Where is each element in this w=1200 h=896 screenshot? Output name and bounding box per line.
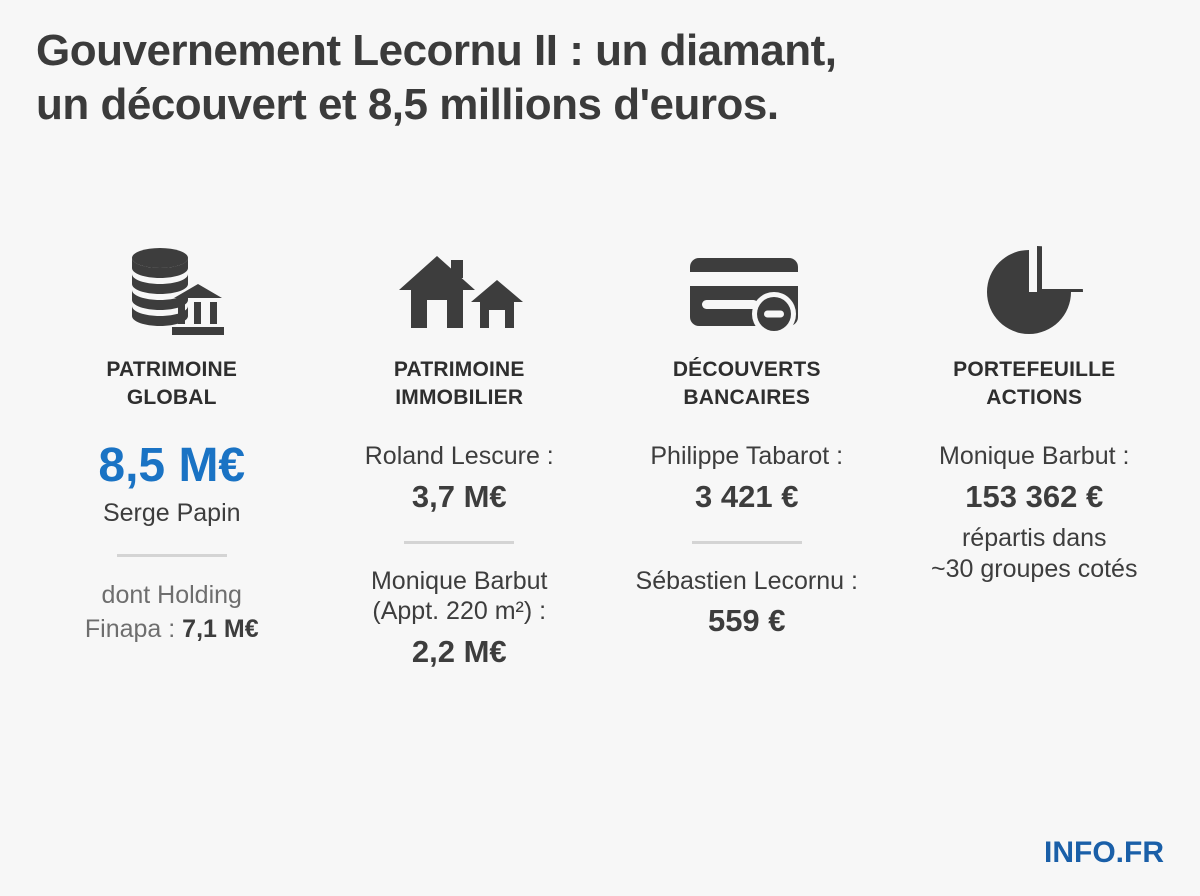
holding-value: 7,1 M€ xyxy=(182,615,259,644)
site-logo: INFO.FR xyxy=(1044,836,1164,869)
immo-entry-2-value: 2,2 M€ xyxy=(411,633,507,669)
decouvert-entry-1-value: 3 421 € xyxy=(695,478,799,514)
decouvert-entry-2 xyxy=(609,566,885,639)
column-title xyxy=(106,356,237,411)
pie-chart-icon xyxy=(979,238,1089,350)
decouvert-entry-1 xyxy=(609,441,885,514)
column-title xyxy=(673,356,821,411)
column-patrimoine-immobilier xyxy=(316,238,604,669)
immo-entry-1-value: 3,7 M€ xyxy=(411,478,507,514)
headline-line-2: un découvert et 8,5 millions d'euros. xyxy=(36,79,779,129)
divider xyxy=(692,541,802,544)
column-body xyxy=(322,441,598,669)
immo-entry-2-label-line-1: Monique Barbut xyxy=(370,566,548,595)
actions-note-line-1: répartis dans xyxy=(961,523,1107,552)
column-title-line-1: DÉCOUVERTS xyxy=(672,358,821,381)
column-title-line-2: ACTIONS xyxy=(986,385,1083,409)
houses-icon xyxy=(389,238,529,350)
headline-line-1: Gouvernement Lecornu II : un diamant, xyxy=(36,26,837,75)
column-title-line-2: GLOBAL xyxy=(126,385,217,409)
immo-entry-2-label xyxy=(322,566,598,627)
column-title xyxy=(953,356,1115,411)
immo-entry-2-label-line-2: (Appt. 220 m²) : xyxy=(372,597,547,626)
actions-entry-1-value: 153 362 € xyxy=(965,478,1104,514)
holding-detail-line-2 xyxy=(85,613,259,647)
holding-detail xyxy=(85,579,259,647)
holding-name: Finapa : xyxy=(84,615,183,644)
immo-entry-1 xyxy=(322,441,598,514)
coins-bank-icon xyxy=(116,238,228,350)
column-body xyxy=(897,441,1173,585)
column-title-line-1: PATRIMOINE xyxy=(393,358,525,381)
global-patrimony-value: 8,5 M€ xyxy=(98,439,246,493)
column-title-line-1: PORTEFEUILLE xyxy=(953,358,1116,381)
column-portefeuille-actions xyxy=(891,238,1179,585)
column-body xyxy=(34,441,310,646)
column-title-line-1: PATRIMOINE xyxy=(106,358,238,381)
column-patrimoine-global xyxy=(28,238,316,647)
immo-entry-2 xyxy=(322,566,598,670)
immo-entry-1-label: Roland Lescure : xyxy=(364,442,554,471)
stats-columns xyxy=(28,238,1178,669)
column-title-line-2: IMMOBILIER xyxy=(395,385,524,409)
column-decouverts-bancaires xyxy=(603,238,891,639)
decouvert-entry-2-label: Sébastien Lecornu : xyxy=(635,566,858,595)
column-body xyxy=(609,441,885,638)
actions-entry-1-label: Monique Barbut : xyxy=(939,442,1130,471)
decouvert-entry-1-label: Philippe Tabarot : xyxy=(650,442,844,471)
column-title-line-2: BANCAIRES xyxy=(683,385,811,409)
page-title xyxy=(36,24,1136,131)
actions-entry-1 xyxy=(897,441,1173,585)
column-title xyxy=(394,356,525,411)
holding-detail-line-1: dont Holding xyxy=(101,581,242,610)
actions-entry-1-note xyxy=(897,523,1173,586)
credit-card-minus-icon xyxy=(682,238,812,350)
actions-note-line-2: ~30 groupes cotés xyxy=(931,554,1138,583)
divider xyxy=(404,541,514,544)
global-patrimony-person: Serge Papin xyxy=(102,499,241,528)
decouvert-entry-2-value: 559 € xyxy=(707,603,786,639)
divider xyxy=(117,554,227,557)
